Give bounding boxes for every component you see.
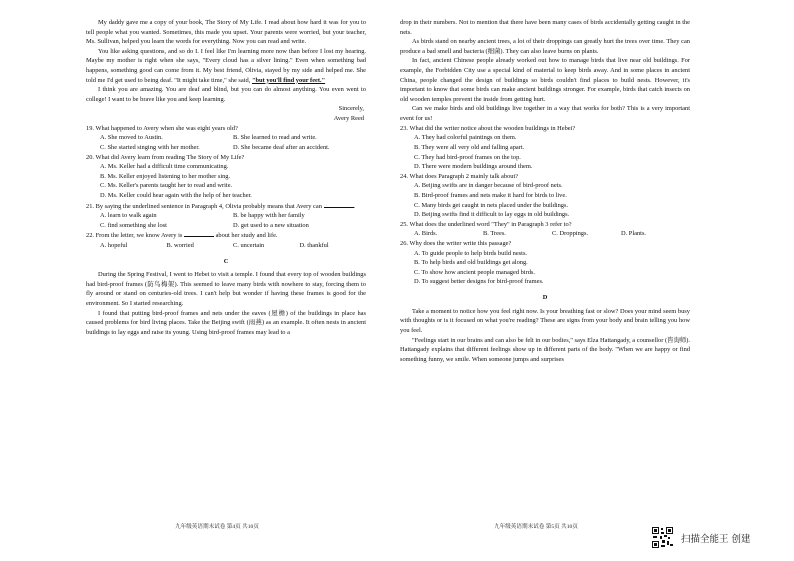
option-25b[interactable]: B. Trees. bbox=[483, 230, 506, 238]
option-24d[interactable]: D. Beijing swifts find it difficult to lay eggs in old buildings. bbox=[414, 211, 570, 219]
option-23c[interactable]: C. They had bird-proof frames on the top. bbox=[414, 153, 521, 161]
section-c-heading: C bbox=[223, 257, 229, 265]
question-26: 26. Why does the writer write this passage? bbox=[400, 240, 512, 248]
passage-c-paragraph-2-cont: drop in their numbers. Not to mention that there have been many cases of birds accidentally getting caught in the nets. bbox=[400, 19, 690, 36]
left-page-column bbox=[86, 18, 366, 338]
option-25d[interactable]: D. Plants. bbox=[621, 230, 647, 238]
option-25c[interactable]: C. Droppings. bbox=[552, 230, 589, 238]
option-23d[interactable]: D. There were modern buildings around them. bbox=[414, 163, 533, 171]
letter-paragraph-3: I think you are amazing. You are deaf and blind, but you can do almost anything. You even went to college! I want to be brave like you and keep learning. bbox=[86, 86, 366, 103]
question-21-stem: 21. By saying the underlined sentence in Paragraph 4, Olivia probably means that Avery can bbox=[86, 202, 322, 210]
question-21: 21. By saying the underlined sentence in Paragraph 4, Olivia probably means that Avery can . bbox=[86, 202, 356, 210]
option-23a[interactable]: A. They had colorful paintings on them. bbox=[414, 134, 517, 142]
passage-c-paragraph-2: I found that putting bird-proof frames and nets under the eaves (屋檐) of the buildings in place has caused problems for bird living places. Take the Beijing swift (雨燕) as an example. It often nests in ancient buildings to lay eggs and raise its young. Using bird-proof frames may lead to a bbox=[86, 309, 366, 336]
question-21-options-row-2 bbox=[86, 221, 366, 231]
option-24b[interactable]: B. Bird-proof frames and nets make it hard for birds to live. bbox=[414, 191, 567, 199]
option-19a[interactable]: A. She moved to Austin. bbox=[100, 134, 163, 142]
option-21c[interactable]: C. find something she lost bbox=[100, 221, 167, 229]
question-23: 23. What did the writer notice about the wooden buildings in Hebei? bbox=[400, 124, 576, 132]
option-23b[interactable]: B. They were all very old and falling apart. bbox=[414, 143, 525, 151]
question-22-stem-a: 22. From the letter, we know Avery is bbox=[86, 232, 183, 240]
right-page-footer: 九年级英语期末试卷 第5页 共10页 bbox=[494, 524, 578, 530]
scanner-watermark: 扫描全能王 创建 bbox=[681, 534, 751, 545]
passage-c-paragraph-4: In fact, ancient Chinese people already worked out how to manage birds that live near old buildings. For example, the Forbidden City use a special kind of material to keep birds away. And in some places in ancient China, people changed the design of buildings so birds couldn't find places to build nests. However, it's important to know that some birds can make ancient buildings stronger. For example, birds that catch insects on old wooden temples prevent the inside from getting hurt. bbox=[400, 57, 690, 103]
letter-paragraph-2-text: You like asking questions, and so do I. I feel like I'm learning more now than before I lost my hearing. Maybe my mother is right when she says, "Every cloud has a silver lining." Even when something bad happens, something good can come from it. My best friend, Olivia, stayed by my side and helped me. She told me I'd get used to being deaf. "It might take time," she said, bbox=[86, 47, 366, 84]
letter-paragraph-1: My daddy gave me a copy of your book, The Story of My Life. I read about how hard it was for you to tell people what you wanted. Sometimes, this made you upset. Your parents were worried, but your teacher, Ms. Sullivan, helped you learn the words for everything. Now you can read and write. bbox=[86, 19, 366, 46]
passage-c-paragraph-5: Can we make birds and old buildings live together in a way that works for both? This is a very important event for us! bbox=[400, 105, 690, 123]
option-20b[interactable]: B. Ms. Keller enjoyed listening to her mother sing. bbox=[100, 172, 231, 180]
question-19-options-row-1 bbox=[86, 133, 366, 143]
option-19d[interactable]: D. She became deaf after an accident. bbox=[233, 143, 330, 151]
question-25: 25. What does the underlined word "They" in Paragraph 3 refer to? bbox=[400, 220, 572, 228]
option-20a[interactable]: A. Ms. Keller had a difficult time communicating. bbox=[100, 163, 229, 171]
letter-closing: Sincerely, bbox=[338, 105, 364, 113]
qr-code-icon bbox=[652, 527, 673, 548]
question-22-options bbox=[86, 241, 366, 251]
option-19c[interactable]: C. She started singing with her mother. bbox=[100, 143, 200, 151]
option-20c[interactable]: C. Ms. Keller's parents taught her to read and write. bbox=[100, 182, 233, 190]
letter-paragraph-2 bbox=[86, 47, 366, 85]
question-20: 20. What did Avery learn from reading The Story of My Life? bbox=[86, 153, 245, 161]
option-25a[interactable]: A. Birds. bbox=[414, 230, 438, 238]
question-19-options-row-2 bbox=[86, 143, 366, 153]
passage-c-paragraph-3: As birds stand on nearby ancient trees, a lot of their droppings can greatly hurt the trees over time. They can produce a bad smell and bacteria (细菌). They can also leave burns on plants. bbox=[400, 38, 690, 55]
question-24: 24. What does Paragraph 2 mainly talk about? bbox=[400, 172, 519, 180]
option-26d[interactable]: D. To suggest better designs for bird-proof frames. bbox=[414, 278, 544, 286]
option-22b[interactable]: B. worried bbox=[166, 242, 194, 250]
answer-blank bbox=[184, 230, 214, 237]
option-19b[interactable]: B. She learned to read and write. bbox=[233, 134, 317, 142]
option-22c[interactable]: C. uncertain bbox=[233, 242, 265, 250]
option-21d[interactable]: D. get used to a new situation bbox=[233, 221, 309, 229]
left-page-footer: 九年级英语期末试卷 第4页 共10页 bbox=[175, 524, 259, 530]
passage-d-paragraph-1: Take a moment to notice how you feel right now. Is your breathing fast or slow? Does your mind seem busy with thoughts or is it focused on what you're reading? These are signs from your body and brain telling you how you feel. bbox=[400, 307, 690, 334]
question-22-stem-b: about her study and life. bbox=[215, 232, 278, 240]
option-24c[interactable]: C. Many birds get caught in nets placed under the buildings. bbox=[414, 201, 569, 209]
question-25-options bbox=[400, 229, 690, 239]
option-22d[interactable]: D. thankful bbox=[299, 242, 329, 250]
option-21a[interactable]: A. learn to walk again bbox=[100, 212, 157, 220]
option-20d[interactable]: D. Ms. Keller could hear again with the help of her teacher. bbox=[100, 191, 252, 199]
option-21b[interactable]: B. be happy with her family bbox=[233, 212, 305, 220]
section-d-heading: D bbox=[542, 294, 548, 302]
option-26b[interactable]: B. To help birds and old buildings get along. bbox=[414, 259, 528, 267]
letter-signature: Avery Reed bbox=[333, 115, 364, 123]
option-26a[interactable]: A. To guide people to help birds build nests. bbox=[414, 249, 528, 257]
underlined-sentence: "but you'll find your feet." bbox=[251, 76, 326, 84]
question-19: 19. What happened to Avery when she was eight years old? bbox=[86, 124, 238, 132]
option-24a[interactable]: A. Beijing swifts are in danger because of bird-proof nets. bbox=[414, 182, 563, 190]
passage-c-paragraph-1: During the Spring Festival, I went to Hebei to visit a temple. I found that every top of wooden buildings had bird-proof frames (防鸟梅架). This seemed to leave many birds with nowhere to stay, forcing them to fly around or stand on centuries-old trees. I can't help but wonder if having these frames is good for the environment. So I started researching. bbox=[86, 271, 366, 308]
option-26c[interactable]: C. To show how ancient people managed birds. bbox=[414, 268, 536, 276]
question-21-options-row-1 bbox=[86, 211, 366, 221]
option-22a[interactable]: A. hopeful bbox=[100, 242, 128, 250]
passage-d-paragraph-2: "Feelings start in our brains and can also be felt in our bodies," says Elza Hattangady, a counsellor (咨询师). Hattangady explains that different feelings show up in different parts of the body. "When we are happy or find something funny, we smile. When someone jumps and surprises bbox=[400, 336, 690, 363]
answer-blank bbox=[324, 201, 354, 208]
right-page-column bbox=[400, 18, 690, 364]
question-22 bbox=[86, 230, 366, 241]
